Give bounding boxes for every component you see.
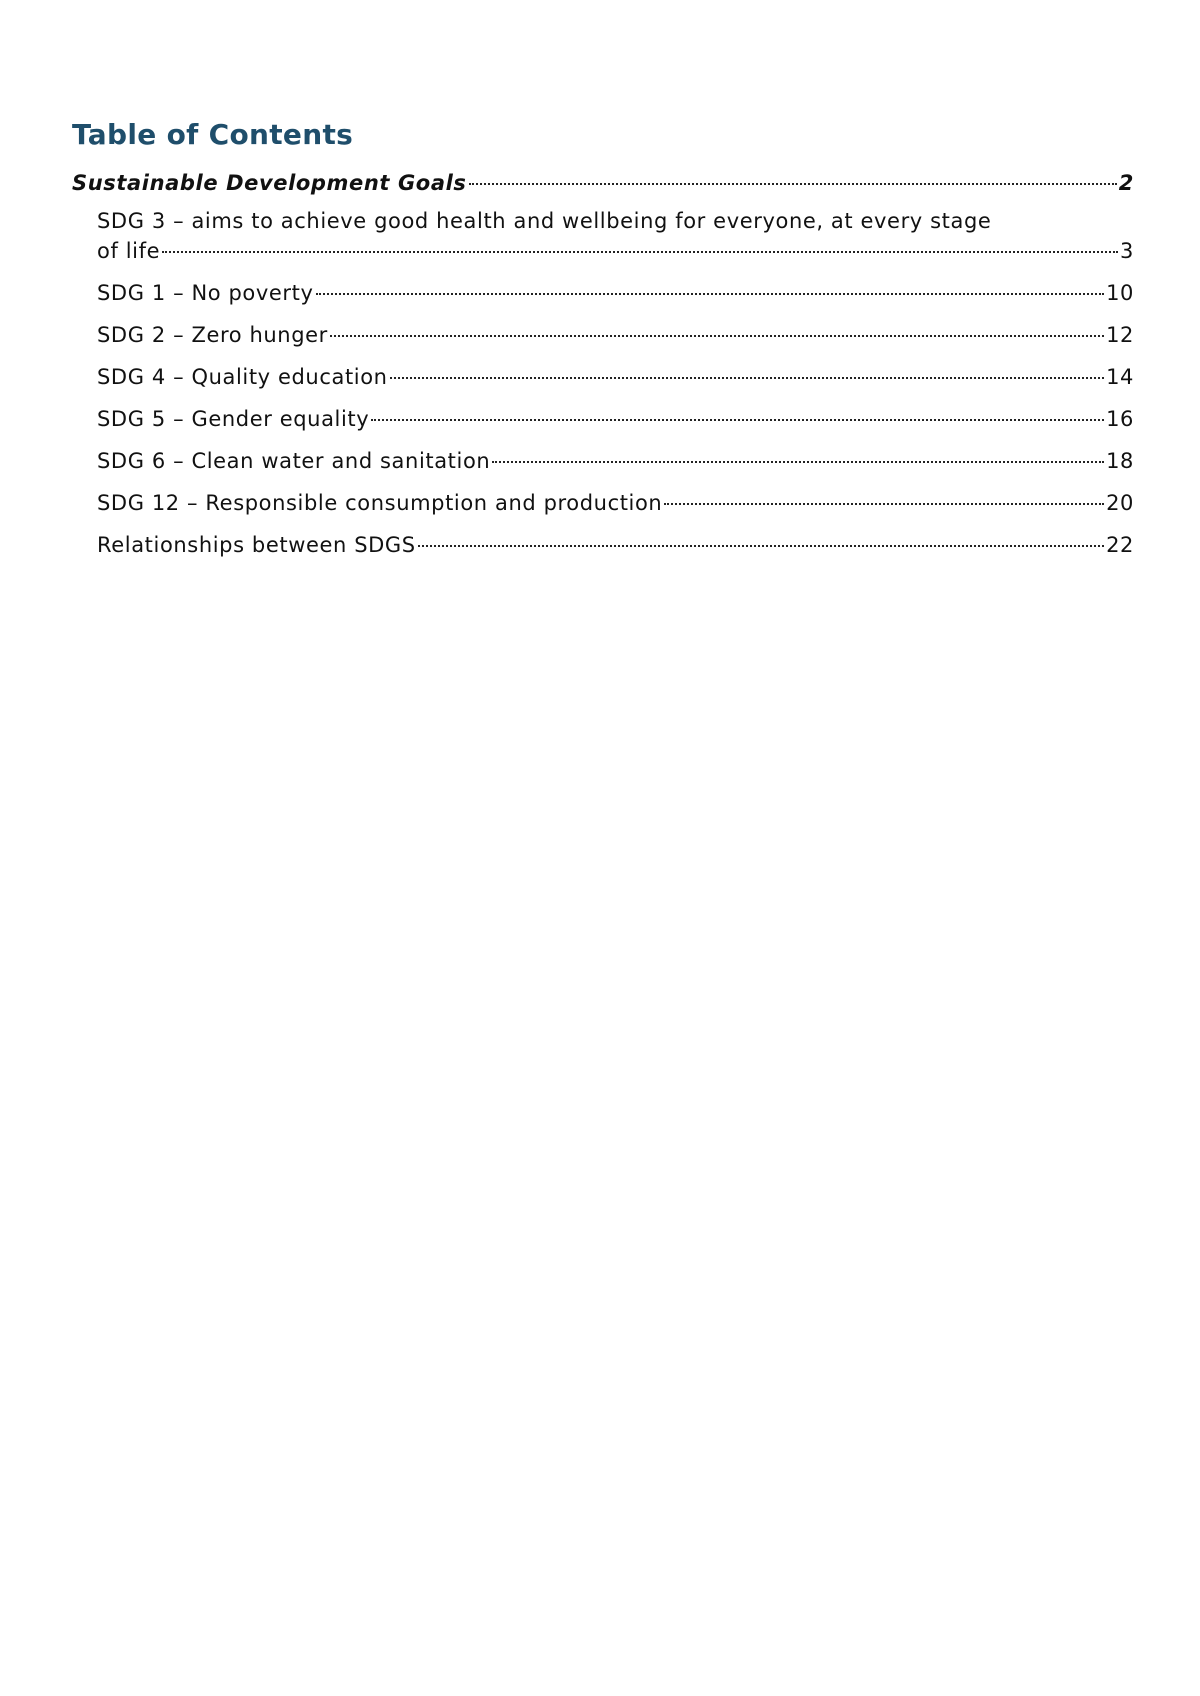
toc-entry-page[interactable]: 22 [1106, 533, 1134, 557]
toc-entry-row [97, 446, 1134, 476]
toc-entry-title[interactable]: SDG 4 – Quality education [97, 365, 388, 389]
toc-entry-sdg-3[interactable] [97, 206, 1134, 278]
toc-dot-leader [390, 377, 1105, 379]
toc-dot-leader [492, 461, 1104, 463]
toc-dot-leader [664, 503, 1104, 505]
toc-entry-title[interactable]: Relationships between SDGS [97, 533, 416, 557]
toc-dot-leader [418, 545, 1104, 547]
toc-dot-leader [162, 251, 1118, 253]
toc-list [72, 168, 1134, 572]
toc-entry-title[interactable]: SDG 12 – Responsible consumption and production [97, 491, 663, 515]
toc-entry-sdg-4[interactable] [97, 362, 1134, 404]
toc-entry-title-line1[interactable]: SDG 3 – aims to achieve good health and wellbeing for everyone, at every stage [97, 209, 992, 233]
toc-entry-page[interactable]: 3 [1120, 239, 1134, 263]
toc-entry-row [97, 362, 1134, 392]
toc-entry-sustainable-development-goals[interactable] [72, 168, 1134, 206]
toc-entry-title[interactable]: SDG 2 – Zero hunger [97, 323, 328, 347]
toc-dot-leader [316, 293, 1105, 295]
toc-entry-sdg-6[interactable] [97, 446, 1134, 488]
toc-entry-row [97, 488, 1134, 518]
toc-dot-leader [330, 335, 1104, 337]
toc-entry-row [97, 530, 1134, 560]
toc-entry-title[interactable]: SDG 5 – Gender equality [97, 407, 370, 431]
toc-dot-leader [371, 419, 1104, 421]
toc-entry-sdg-12[interactable] [97, 488, 1134, 530]
toc-entry-row [97, 236, 1134, 266]
toc-entry-title[interactable]: Sustainable Development Goals [72, 171, 467, 195]
toc-entry-row [97, 404, 1134, 434]
toc-entry-sdg-2[interactable] [97, 320, 1134, 362]
toc-entry-page[interactable]: 14 [1106, 365, 1134, 389]
toc-entry-page[interactable]: 10 [1106, 281, 1134, 305]
toc-entry-row [97, 320, 1134, 350]
toc-entry-sdg-1[interactable] [97, 278, 1134, 320]
toc-entry-page[interactable]: 18 [1106, 449, 1134, 473]
toc-entry-page[interactable]: 2 [1118, 171, 1134, 195]
toc-entry-title-line2[interactable]: of life [97, 239, 161, 263]
toc-dot-leader [469, 183, 1117, 185]
toc-entry-page[interactable]: 12 [1106, 323, 1134, 347]
toc-entry-row [72, 168, 1134, 198]
toc-entry-row [97, 278, 1134, 308]
toc-entry-title[interactable]: SDG 6 – Clean water and sanitation [97, 449, 491, 473]
toc-entry-title[interactable]: SDG 1 – No poverty [97, 281, 314, 305]
toc-entry-relationships-between-sdgs[interactable] [97, 530, 1134, 572]
toc-entry-sdg-5[interactable] [97, 404, 1134, 446]
toc-heading: Table of Contents [72, 118, 354, 151]
toc-entry-page[interactable]: 20 [1106, 491, 1134, 515]
toc-entry-page[interactable]: 16 [1106, 407, 1134, 431]
